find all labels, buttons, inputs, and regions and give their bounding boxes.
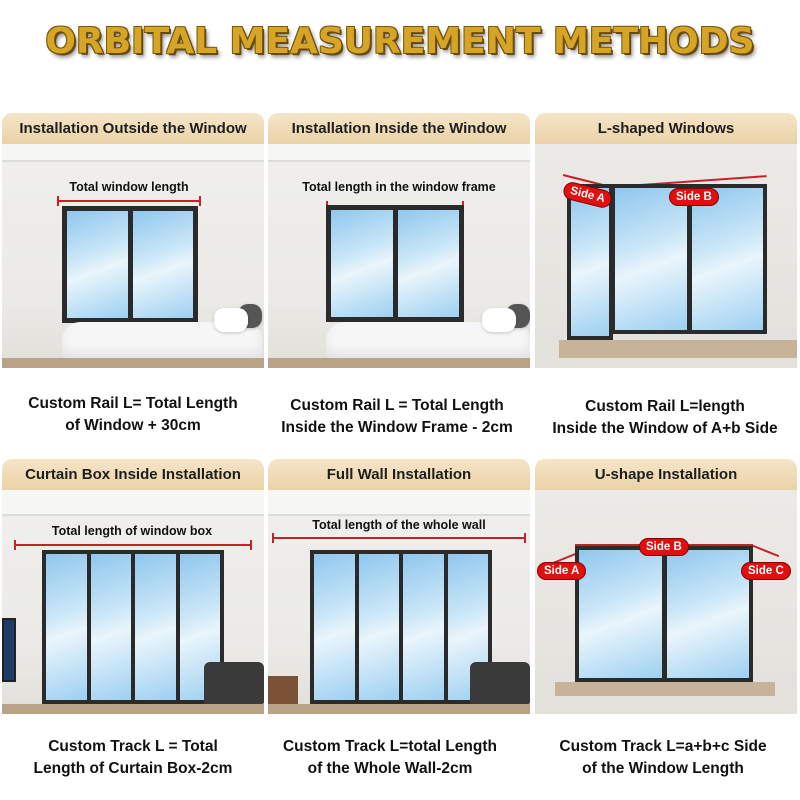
caption-l-shaped bbox=[532, 396, 798, 440]
room-illustration bbox=[2, 144, 264, 368]
side-b-tag: Side B bbox=[669, 188, 719, 206]
room-illustration bbox=[268, 490, 530, 714]
panel-inside-window bbox=[268, 113, 530, 368]
panel-u-shape bbox=[535, 459, 797, 714]
page-title: ORBITAL MEASUREMENT METHODS bbox=[45, 21, 755, 62]
caption-line: Inside the Window Frame - 2cm bbox=[281, 419, 513, 436]
side-a-tag: Side A bbox=[537, 562, 586, 580]
side-a-tag: Side A bbox=[562, 180, 614, 209]
panel-l-shaped bbox=[535, 113, 797, 368]
measurement-line bbox=[272, 537, 526, 539]
measurement-label: Total length in the window frame bbox=[302, 180, 496, 194]
measurement-line bbox=[14, 544, 252, 546]
caption-line: Custom Track L=total Length bbox=[282, 738, 497, 755]
room-illustration bbox=[2, 490, 264, 714]
caption-line: Custom Rail L = Total Length bbox=[290, 397, 504, 414]
room-illustration bbox=[268, 144, 530, 368]
caption-line: of Window + 30cm bbox=[65, 417, 201, 434]
caption-u-shape bbox=[530, 736, 796, 780]
caption-line: Custom Rail L= Total Length bbox=[28, 395, 238, 412]
panel-header: Installation Outside the Window bbox=[2, 113, 264, 144]
panel-outside-window bbox=[2, 113, 264, 368]
caption-line: Custom Rail L=length bbox=[585, 398, 745, 415]
caption-line: Custom Track L=a+b+c Side bbox=[559, 738, 767, 755]
window-illustration bbox=[310, 550, 492, 704]
window-illustration bbox=[611, 184, 767, 334]
measurement-label: Total length of the whole wall bbox=[312, 518, 486, 532]
measurement-line bbox=[57, 200, 201, 202]
sofa-illustration bbox=[470, 662, 530, 704]
room-illustration bbox=[535, 490, 797, 714]
sofa-illustration bbox=[204, 662, 264, 704]
window-illustration bbox=[62, 206, 198, 323]
panel-curtain-box bbox=[2, 459, 264, 714]
panel-header: U-shape Installation bbox=[535, 459, 797, 490]
caption-outside-window bbox=[0, 393, 266, 437]
measurement-label: Total window length bbox=[69, 180, 189, 194]
window-illustration bbox=[567, 184, 613, 340]
room-illustration bbox=[535, 144, 797, 368]
panel-header: Curtain Box Inside Installation bbox=[2, 459, 264, 490]
panel-full-wall bbox=[268, 459, 530, 714]
window-illustration bbox=[326, 205, 464, 322]
side-c-tag: Side C bbox=[741, 562, 791, 580]
caption-line: Inside the Window of A+b Side bbox=[552, 420, 778, 437]
caption-line: of the Window Length bbox=[582, 760, 744, 777]
side-b-tag: Side B bbox=[639, 538, 689, 556]
panel-header: Installation Inside the Window bbox=[268, 113, 530, 144]
window-illustration bbox=[575, 546, 753, 682]
panel-header: Full Wall Installation bbox=[268, 459, 530, 490]
caption-line: Custom Track L = Total bbox=[48, 738, 218, 755]
caption-line: of the Whole Wall-2cm bbox=[307, 760, 473, 777]
panel-header: L-shaped Windows bbox=[535, 113, 797, 144]
measurement-label: Total length of window box bbox=[51, 524, 213, 538]
caption-line: Length of Curtain Box-2cm bbox=[33, 760, 233, 777]
caption-inside-window bbox=[264, 395, 530, 439]
caption-full-wall bbox=[257, 736, 523, 780]
caption-curtain-box bbox=[0, 736, 266, 780]
window-illustration bbox=[42, 550, 224, 704]
